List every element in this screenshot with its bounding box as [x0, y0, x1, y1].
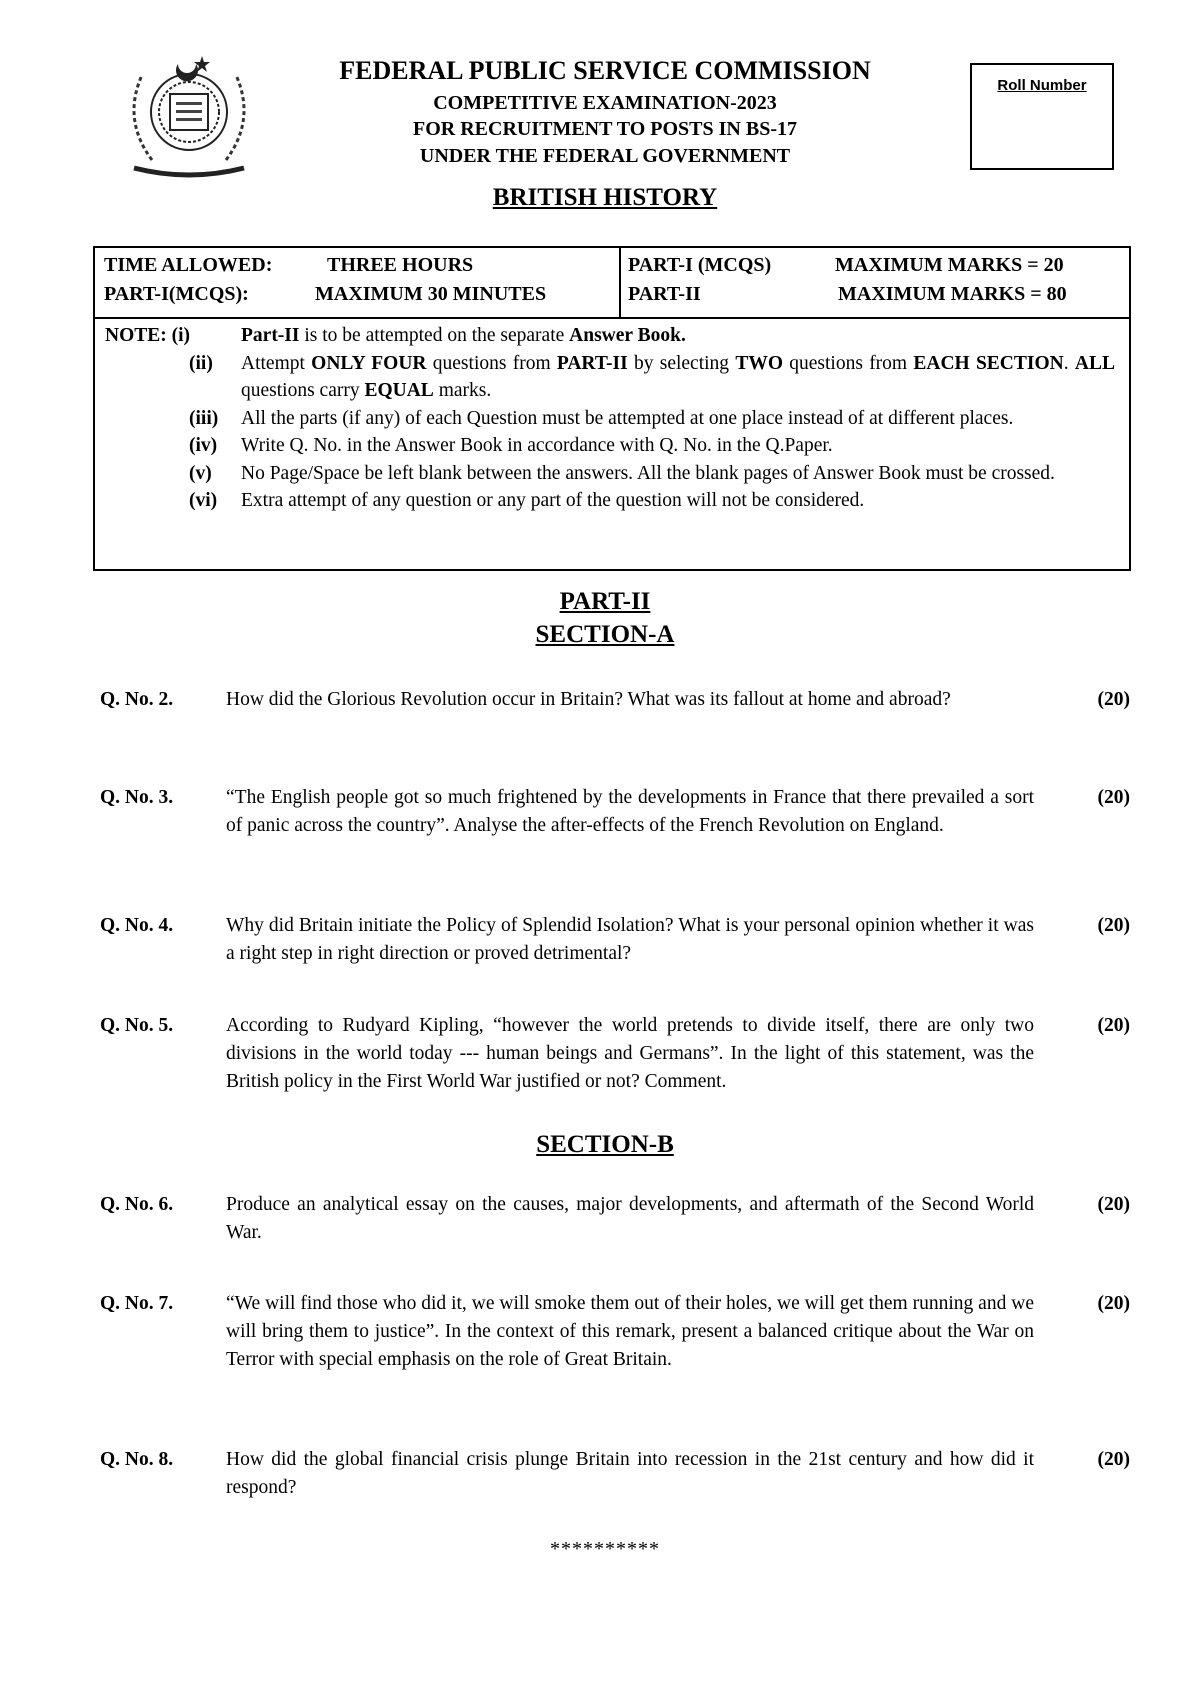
roll-number-label: Roll Number: [997, 77, 1087, 94]
question-item: [100, 1446, 1130, 1502]
question-item: [100, 912, 1130, 968]
part2-label: PART-II: [628, 283, 701, 305]
subject-title: BRITISH HISTORY: [492, 184, 718, 211]
question-text: Why did Britain initiate the Policy of Splendid Isolation? What is your personal opinion whether it was a right step in right direction or proved detrimental?: [226, 915, 1034, 964]
part1-max-marks: MAXIMUM MARKS = 20: [835, 254, 1064, 276]
question-number: Q. No. 4.: [100, 915, 174, 936]
question-text: How did the Glorious Revolution occur in Britain? What was its fallout at home and abroad?: [226, 689, 951, 710]
question-marks: (20): [1097, 1194, 1130, 1215]
question-item: [100, 686, 1130, 714]
question-item: [100, 1290, 1130, 1374]
recruitment-line: FOR RECRUITMENT TO POSTS IN BS-17: [413, 118, 797, 140]
note-number: (i): [171, 325, 191, 346]
government-line: UNDER THE FEDERAL GOVERNMENT: [419, 145, 791, 167]
instructions-box: [93, 246, 1131, 571]
box-divider-horizontal: [95, 317, 1129, 319]
question-number: Q. No. 5.: [100, 1015, 174, 1036]
question-text: “The English people got so much frightened by the developments in France that there prevailed a sort of panic across the country”. Analyse the after-effects of the French Revolution on England.: [226, 787, 1034, 836]
notes-list: [105, 322, 1115, 515]
part1-mcqs-label: PART-I(MCQS):: [104, 283, 249, 305]
note-item: (vi) Extra attempt of any question or any part of the question will not be considered.: [189, 490, 865, 511]
section-b-heading: SECTION-B: [536, 1131, 674, 1158]
question-number: Q. No. 8.: [100, 1449, 174, 1470]
note-item: (iv) Write Q. No. in the Answer Book in accordance with Q. No. in the Q.Paper.: [189, 435, 833, 456]
time-allowed-label: TIME ALLOWED:: [104, 254, 273, 276]
note-title: NOTE:: [105, 325, 167, 346]
question-marks: (20): [1097, 787, 1130, 808]
note-number: (iv): [189, 435, 218, 456]
question-number: Q. No. 3.: [100, 787, 174, 808]
question-marks: (20): [1097, 1449, 1130, 1470]
note-number: (iii): [189, 407, 219, 429]
part1-mcqs-value: MAXIMUM 30 MINUTES: [315, 283, 547, 305]
end-of-paper-marker: **********: [550, 1538, 660, 1560]
question-number: Q. No. 7.: [100, 1293, 174, 1314]
question-marks: (20): [1097, 1293, 1130, 1314]
question-text: How did the global financial crisis plunge Britain into recession in the 21st century and how did it respond?: [226, 1449, 1034, 1498]
question-item: [100, 1191, 1130, 1247]
question-item: [100, 1012, 1130, 1096]
question-marks: (20): [1097, 689, 1130, 710]
question-marks: (20): [1097, 1015, 1130, 1036]
note-item: NOTE: (i) Part-II is to be attempted on the separate Answer Book.: [105, 325, 686, 346]
roll-number-box: [970, 63, 1114, 170]
question-number: Q. No. 2.: [100, 689, 174, 710]
time-allowed-value: THREE HOURS: [327, 254, 474, 276]
question-text: According to Rudyard Kipling, “however the world pretends to divide itself, there are only two divisions in the world today --- human beings and Germans”. In the light of this statement, was the British policy in the First World War justified or not? Comment.: [226, 1015, 1034, 1092]
part1-label: PART-I (MCQS): [628, 254, 772, 276]
box-divider-vertical: [619, 248, 621, 317]
section-a-heading: SECTION-A: [535, 621, 675, 648]
question-text: “We will find those who did it, we will smoke them out of their holes, we will get them running and we will bring them to justice”. In the context of this remark, present a balanced critique about the War on Terror with special emphasis on the role of Great Britain.: [226, 1293, 1034, 1370]
note-item: (ii) Attempt ONLY FOUR questions from PART-II by selecting TWO questions from EACH SECTION. ALL questions carry EQUAL marks.: [189, 352, 1115, 401]
note-number: (vi): [189, 490, 218, 511]
question-text: Produce an analytical essay on the causes, major developments, and aftermath of the Second World War.: [226, 1194, 1034, 1243]
note-number: (v): [189, 462, 212, 484]
part-heading: PART-II: [559, 588, 651, 615]
exam-title: COMPETITIVE EXAMINATION-2023: [433, 92, 777, 114]
question-marks: (20): [1097, 915, 1130, 936]
organization-name: FEDERAL PUBLIC SERVICE COMMISSION: [339, 56, 871, 85]
question-number: Q. No. 6.: [100, 1194, 174, 1215]
part2-max-marks: MAXIMUM MARKS = 80: [838, 283, 1067, 305]
note-item: (iii) All the parts (if any) of each Question must be attempted at one place instead of at different places.: [189, 407, 1014, 429]
note-item: (v) No Page/Space be left blank between the answers. All the blank pages of Answer Book must be crossed.: [189, 462, 1055, 484]
note-number: (ii): [189, 352, 213, 374]
question-item: [100, 784, 1130, 840]
